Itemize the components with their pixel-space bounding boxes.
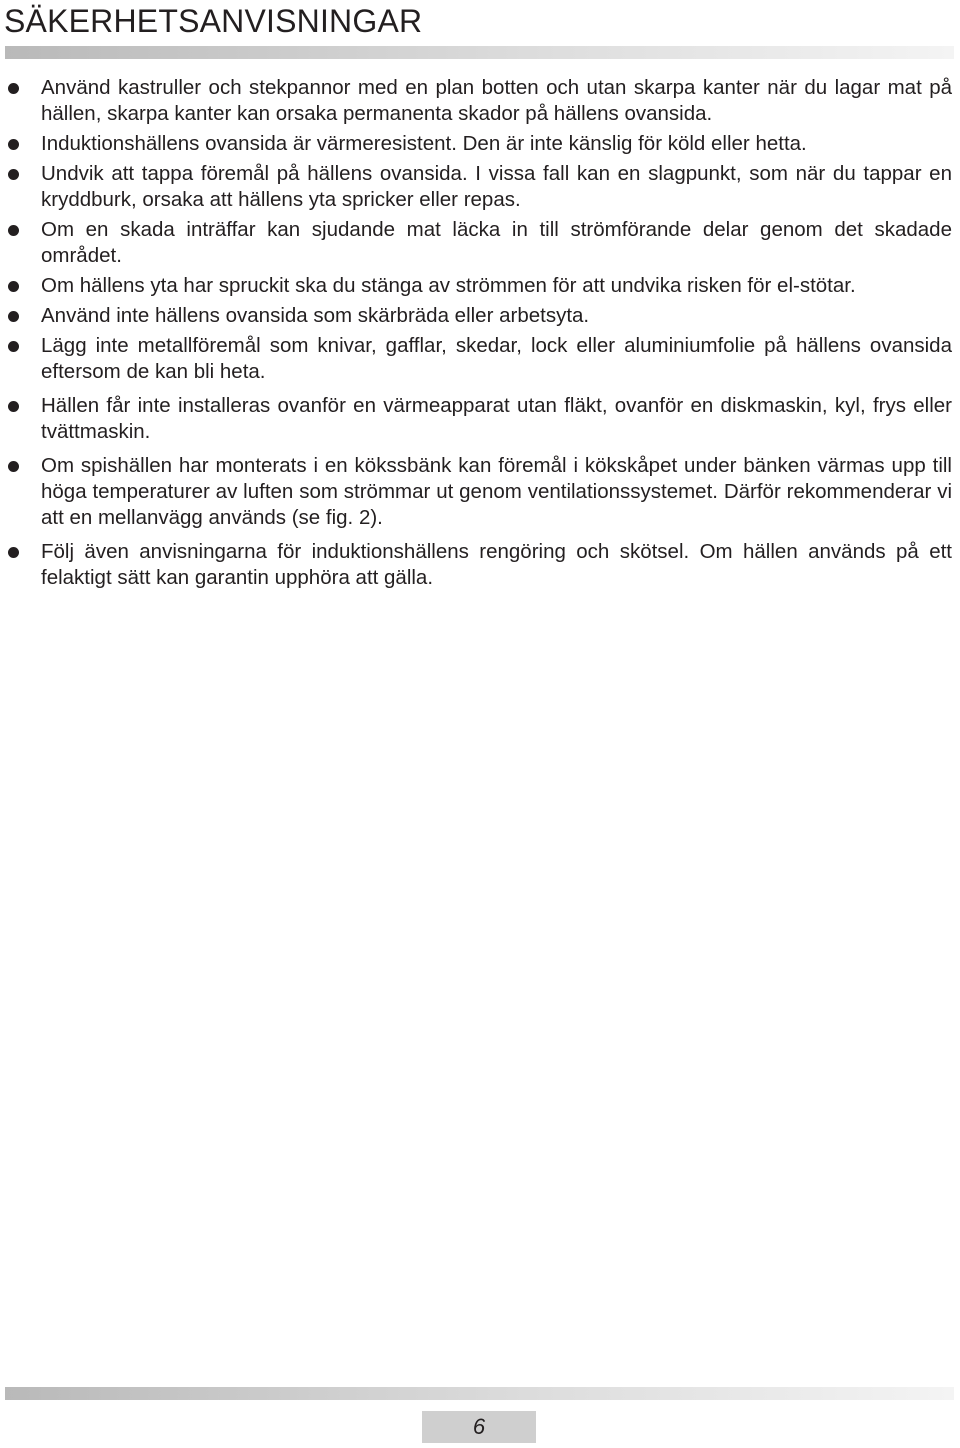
list-item-text: Om hällens yta har spruckit ska du stänga av strömmen för att undvika risken för el-stötar.: [41, 274, 856, 297]
bullet-icon: [8, 225, 19, 236]
bullet-icon: [8, 169, 19, 180]
list-item: [0, 217, 960, 269]
bullet-icon: [8, 401, 19, 412]
bullet-icon: [8, 83, 19, 94]
safety-instructions-list: [0, 75, 960, 599]
list-item-text: Om spishällen har monterats i en kökssbänk kan föremål i kökskåpet under bänken värmas upp till höga temperaturer av luften som strömmar ut genom ventilationssystemet. Därför rekommenderar vi att en mellanvägg används (se fig. 2).: [41, 454, 952, 529]
bullet-icon: [8, 547, 19, 558]
list-item-text: Använd inte hällens ovansida som skärbräda eller arbetsyta.: [41, 304, 590, 327]
list-item-text: Induktionshällens ovansida är värmeresistent. Den är inte känslig för köld eller hetta.: [41, 132, 807, 155]
page-title: SÄKERHETSANVISNINGAR: [4, 3, 423, 39]
list-item: [0, 303, 960, 329]
list-item: [0, 539, 960, 591]
footer-divider: [5, 1387, 954, 1400]
bullet-icon: [8, 281, 19, 292]
list-item: [0, 161, 960, 213]
list-item-text: Följ även anvisningarna för induktionshällens rengöring och skötsel. Om hällen används på ett felaktigt sätt kan garantin upphöra att gälla.: [41, 540, 952, 589]
list-item-text: Hällen får inte installeras ovanför en värmeapparat utan fläkt, ovanför en diskmaskin, kyl, frys eller tvättmaskin.: [41, 394, 952, 443]
list-item: [0, 273, 960, 299]
list-item: [0, 75, 960, 127]
title-divider: [5, 46, 954, 59]
list-item-text: Om en skada inträffar kan sjudande mat läcka in till strömförande delar genom det skadade området.: [41, 218, 952, 267]
bullet-icon: [8, 311, 19, 322]
list-item-text: Lägg inte metallföremål som knivar, gafflar, skedar, lock eller aluminiumfolie på hällens ovansida eftersom de kan bli heta.: [41, 334, 952, 383]
list-item: [0, 453, 960, 531]
list-item: [0, 393, 960, 445]
list-item-text: Undvik att tappa föremål på hällens ovansida. I vissa fall kan en slagpunkt, som när du tappar en kryddburk, orsaka att hällens yta spricker eller repas.: [41, 162, 952, 211]
bullet-icon: [8, 341, 19, 352]
bullet-icon: [8, 139, 19, 150]
bullet-icon: [8, 461, 19, 472]
page-number: 6: [422, 1411, 536, 1443]
list-item: [0, 131, 960, 157]
list-item: [0, 333, 960, 385]
list-item-text: Använd kastruller och stekpannor med en plan botten och utan skarpa kanter när du lagar mat på hällen, skarpa kanter kan orsaka permanenta skador på hällens ovansida.: [41, 76, 952, 125]
